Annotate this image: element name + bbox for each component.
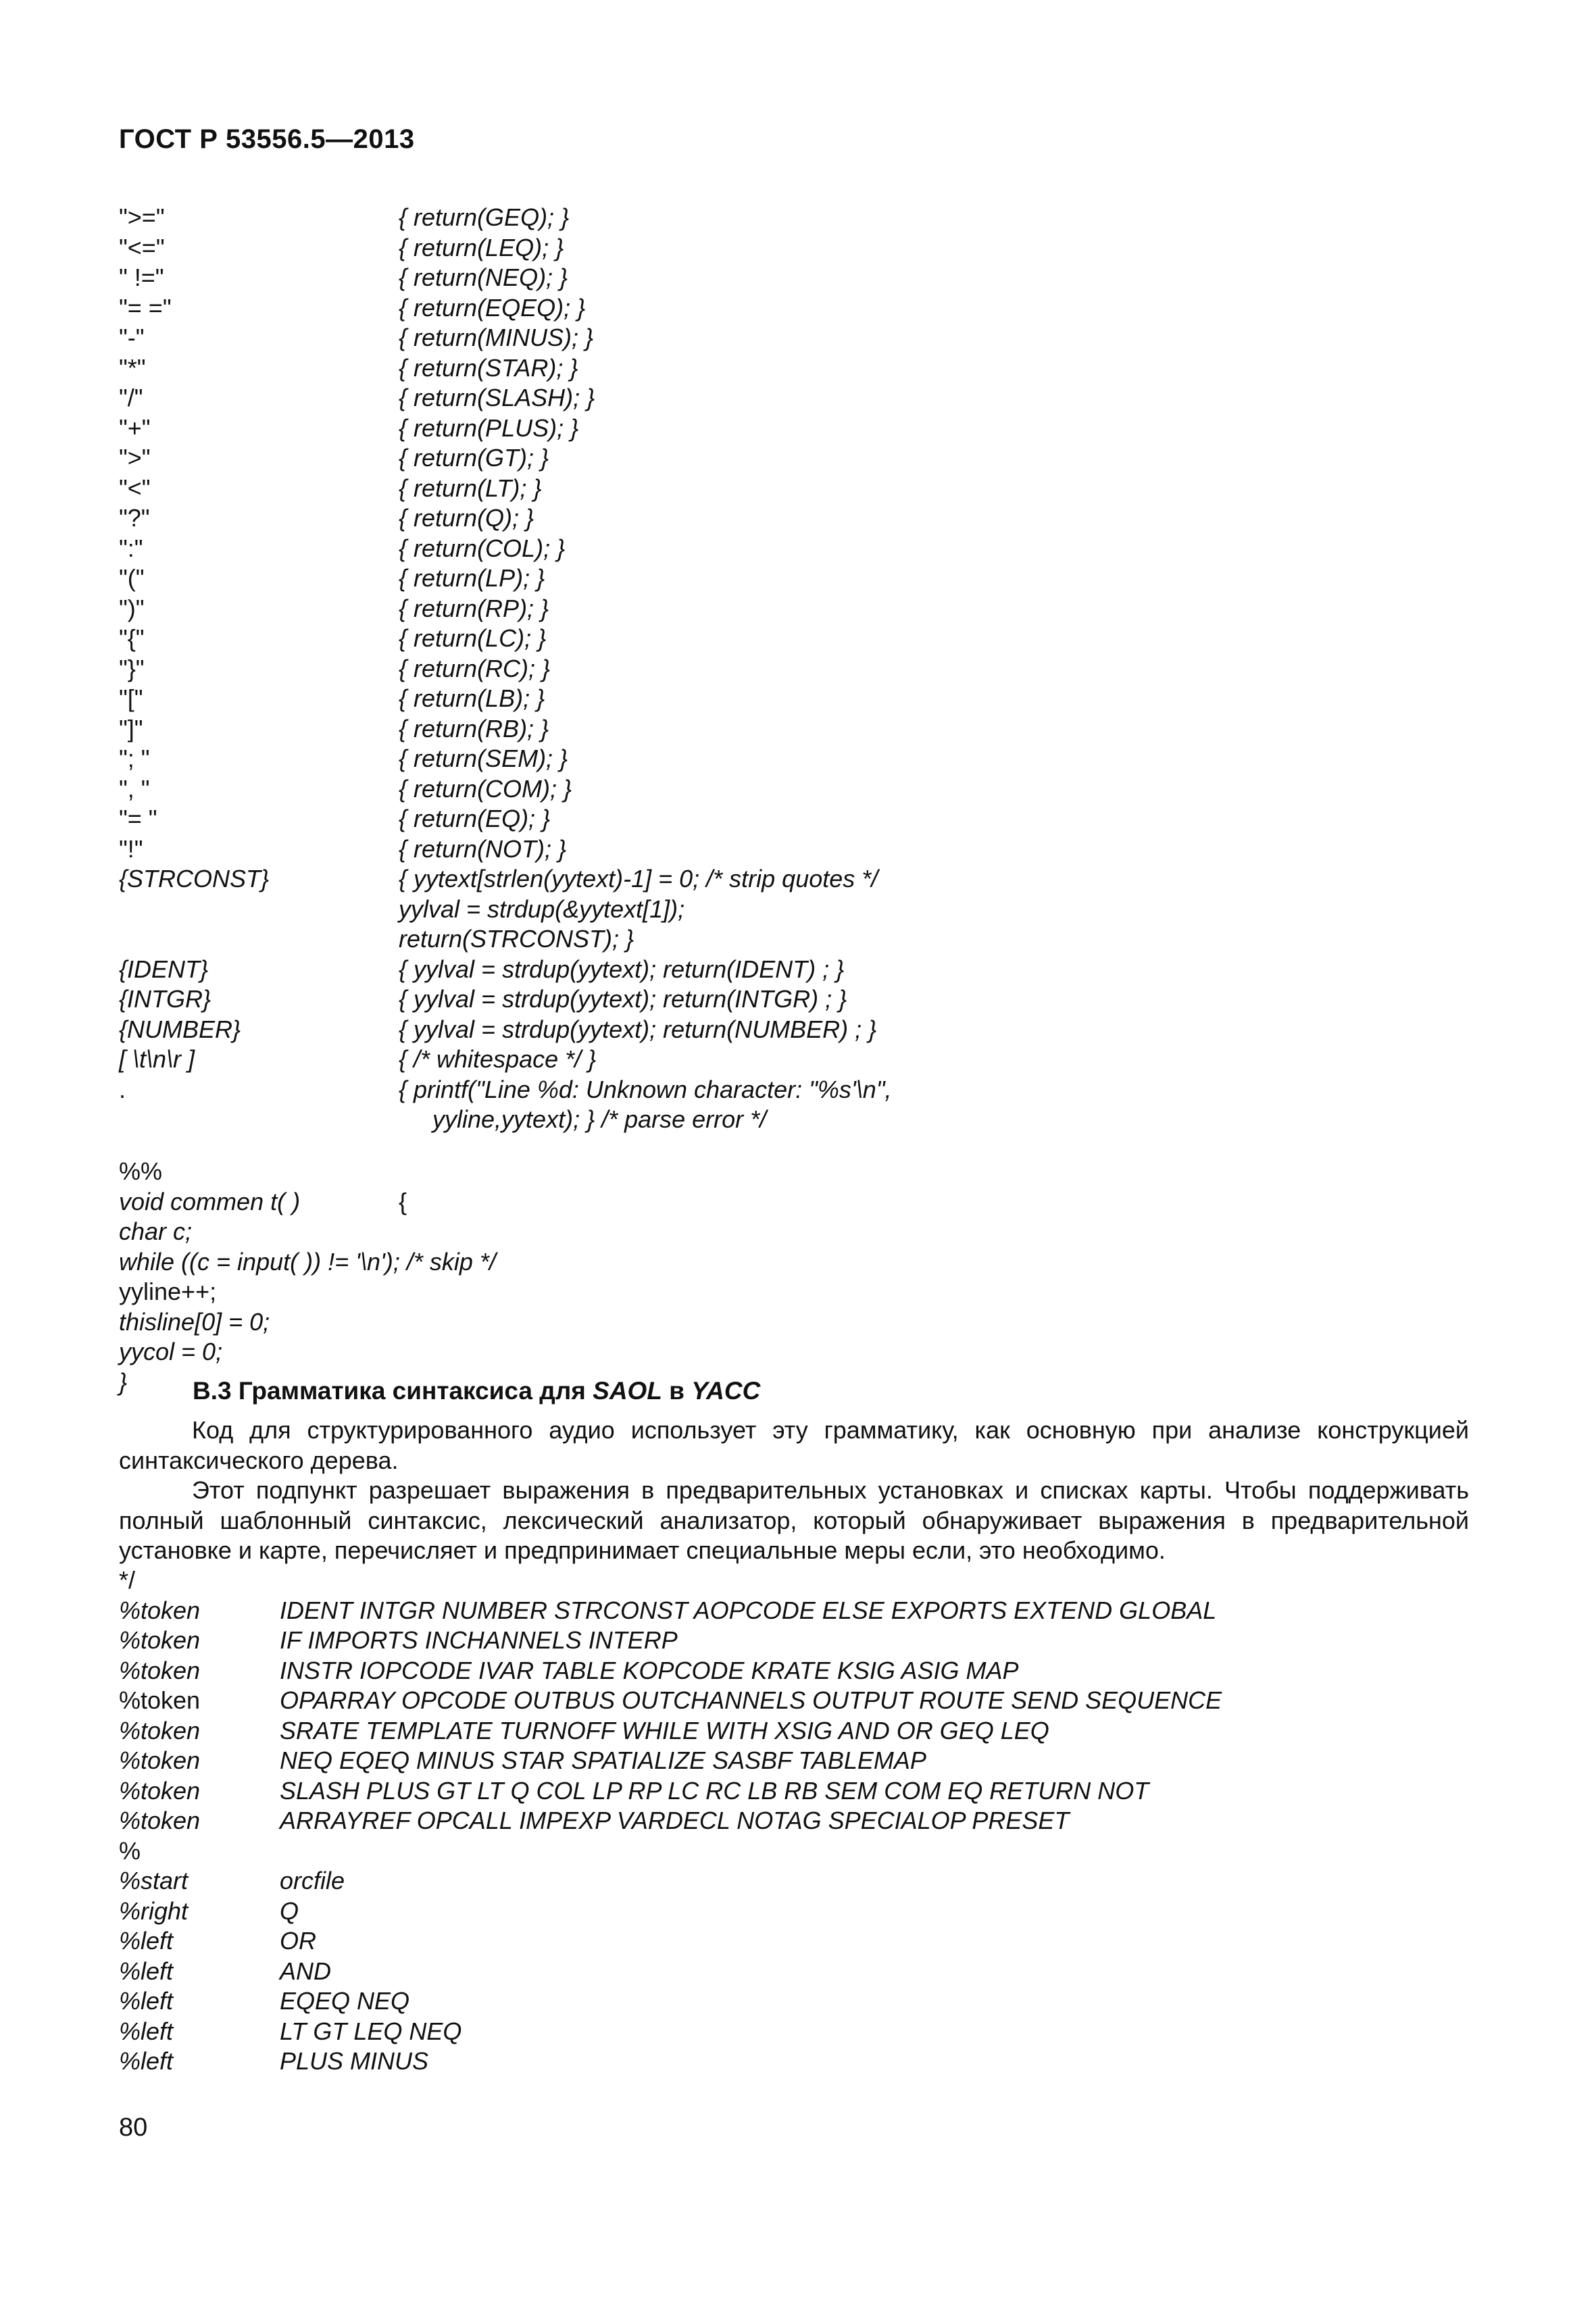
lex-pattern: {IDENT}	[119, 955, 209, 983]
yacc-value: EQEQ NEQ	[280, 1987, 410, 2015]
lex-rule-row	[119, 534, 892, 564]
lex-rules-listing	[119, 203, 892, 1135]
lex-action: { return(NOT); }	[399, 834, 567, 863]
yacc-directive: %token	[119, 1746, 201, 1774]
code-line: yyline++;	[119, 1278, 217, 1305]
lex-pattern: {STRCONST}	[119, 865, 270, 892]
lex-action: { return(NEQ); }	[399, 263, 568, 291]
lex-action: { return(SLASH); }	[399, 384, 595, 411]
lex-pattern: "]"	[119, 714, 143, 743]
lex-rule-row	[119, 955, 892, 985]
code-line	[119, 1187, 496, 1217]
lex-rule-row	[119, 503, 892, 534]
lex-pattern	[119, 924, 399, 955]
lex-pattern: ">"	[119, 444, 151, 472]
lex-rule-row	[119, 323, 892, 353]
yacc-declaration-row	[119, 1806, 1222, 1836]
lex-rule-row	[119, 624, 892, 654]
lex-rule-row	[119, 1075, 892, 1105]
lex-pattern: ">="	[119, 203, 165, 231]
lex-rule-row	[119, 203, 892, 233]
yacc-directive: %token	[119, 1626, 201, 1654]
yacc-directive: %left	[119, 1927, 174, 1955]
heading-yacc: YACC	[691, 1377, 761, 1405]
lex-action: { return(GT); }	[399, 444, 549, 472]
yacc-directive: */	[119, 1566, 136, 1594]
yacc-declaration-row	[119, 1776, 1222, 1807]
lex-rule-row	[119, 1045, 892, 1075]
yacc-declaration-row	[119, 2017, 1222, 2047]
lex-rule-row	[119, 654, 892, 684]
yacc-directive: %token	[119, 1596, 201, 1624]
yacc-declaration-row	[119, 1866, 1222, 1896]
lex-pattern: "+"	[119, 413, 151, 442]
yacc-declaration-row	[119, 1926, 1222, 1957]
yacc-declaration-row	[119, 1896, 1222, 1927]
lex-pattern: {NUMBER}	[119, 1015, 241, 1043]
lex-action: { yylval = strdup(yytext); return(IDENT) ; }	[399, 955, 845, 983]
yacc-declaration-row	[119, 1626, 1222, 1656]
lex-action: { /* whitespace */ }	[399, 1045, 597, 1073]
lex-rule-row	[119, 474, 892, 504]
yacc-directive: %start	[119, 1867, 189, 1894]
lex-pattern: "["	[119, 684, 143, 712]
yacc-declaration-row	[119, 1836, 1222, 1867]
lex-action: { return(LEQ); }	[399, 233, 564, 261]
lex-rule-row	[119, 744, 892, 774]
code-line: }	[119, 1367, 128, 1396]
yacc-directive: %left	[119, 1957, 174, 1985]
lex-rule-row	[119, 293, 892, 324]
yacc-declaration-row	[119, 1656, 1222, 1686]
lex-pattern	[119, 1105, 399, 1135]
yacc-declaration-row	[119, 1716, 1222, 1746]
code-line: while ((c = input( )) != '\n'); /* skip */	[119, 1247, 496, 1276]
yacc-value: OPARRAY OPCODE OUTBUS OUTCHANNELS OUTPUT ROUTE SEND SEQUENCE	[280, 1686, 1222, 1714]
lex-action: { return(RC); }	[399, 654, 551, 682]
yacc-directive: %token	[119, 1776, 201, 1805]
yacc-declaration-row	[119, 1746, 1222, 1776]
yacc-value: Q	[280, 1896, 299, 1925]
yacc-value: ARRAYREF OPCALL IMPEXP VARDECL NOTAG SPECIALOP PRESET	[280, 1807, 1070, 1834]
lex-pattern: "*"	[119, 353, 146, 382]
code-line: yycol = 0;	[119, 1338, 223, 1365]
lex-pattern: "}"	[119, 654, 145, 682]
lex-rule-row	[119, 684, 892, 714]
lex-rule-row	[119, 804, 892, 834]
lex-pattern	[119, 895, 399, 925]
yacc-directive: %token	[119, 1807, 201, 1834]
lex-action: { printf("Line %d: Unknown character: "%s'\n",	[399, 1075, 892, 1103]
yacc-value: PLUS MINUS	[280, 2047, 429, 2075]
yacc-value: SLASH PLUS GT LT Q COL LP RP LC RC LB RB SEM COM EQ RETURN NOT	[280, 1776, 1149, 1805]
yacc-value: orcfile	[280, 1867, 345, 1894]
lex-pattern: "{"	[119, 624, 145, 652]
lex-action: { return(SEM); }	[399, 745, 568, 772]
lex-action: { return(EQEQ); }	[399, 293, 586, 322]
lex-action: yylval = strdup(&yytext[1]);	[399, 895, 685, 923]
lex-action: return(STRCONST); }	[399, 925, 634, 953]
lex-action: { return(GEQ); }	[399, 203, 570, 231]
yacc-declaration-row	[119, 1686, 1222, 1716]
yacc-value: NEQ EQEQ MINUS STAR SPATIALIZE SASBF TABLEMAP	[280, 1746, 926, 1774]
function-declaration: void commen t( )	[119, 1187, 301, 1215]
lex-pattern: "-"	[119, 324, 145, 351]
lex-rule-row	[119, 1015, 892, 1045]
yacc-value: OR	[280, 1927, 316, 1955]
lex-action: { return(LC); }	[399, 624, 547, 652]
lex-pattern: " !="	[119, 263, 164, 291]
lex-pattern: ":"	[119, 534, 143, 562]
heading-prefix: В.3 Грамматика синтаксиса для	[193, 1377, 593, 1405]
lex-pattern: "("	[119, 564, 145, 592]
lex-pattern: ")"	[119, 594, 145, 622]
lex-pattern: "= "	[119, 805, 157, 832]
paragraph-2: Этот подпункт разрешает выражения в предварительных установках и списках карты. Чтобы поддерживать полный шаблонный синтаксис, лексический анализатор, который обнаруживает выражения в предварительной установке и карте, перечисляет и предпринимает специальные меры если, это необходимо.	[119, 1476, 1469, 1564]
yacc-directive: %token	[119, 1656, 201, 1684]
comment-function-listing	[119, 1157, 496, 1397]
lex-action: { return(RB); }	[399, 714, 549, 743]
yacc-directive: %left	[119, 2047, 174, 2075]
lex-action: { return(EQ); }	[399, 805, 551, 832]
lex-pattern: "?"	[119, 504, 150, 532]
yacc-value: IDENT INTGR NUMBER STRCONST AOPCODE ELSE EXPORTS EXTEND GLOBAL	[280, 1596, 1217, 1624]
lex-rule-row	[119, 834, 892, 865]
lex-rule-row	[119, 563, 892, 594]
lex-action: { return(RP); }	[399, 594, 549, 622]
yacc-declarations	[119, 1565, 1222, 2077]
lex-pattern: "/"	[119, 384, 143, 411]
lex-action: { return(LT); }	[399, 474, 542, 502]
lex-action: { yylval = strdup(yytext); return(INTGR) ; }	[399, 985, 847, 1013]
yacc-directive: %left	[119, 2017, 174, 2045]
yacc-value: INSTR IOPCODE IVAR TABLE KOPCODE KRATE KSIG ASIG MAP	[280, 1656, 1019, 1684]
yacc-declaration-row	[119, 1565, 1222, 1596]
yacc-value: LT GT LEQ NEQ	[280, 2017, 462, 2045]
lex-rule-row	[119, 1105, 892, 1135]
lex-action: { yytext[strlen(yytext)-1] = 0; /* strip quotes */	[399, 865, 878, 892]
section-heading	[193, 1377, 760, 1405]
yacc-declaration-row	[119, 1596, 1222, 1626]
yacc-value: SRATE TEMPLATE TURNOFF WHILE WITH XSIG AND OR GEQ LEQ	[280, 1716, 1049, 1744]
page-number: 80	[119, 2113, 148, 2142]
yacc-directive: %token	[119, 1686, 201, 1714]
lex-action: { return(COM); }	[399, 774, 572, 803]
heading-mid: в	[662, 1377, 692, 1405]
lex-action: { return(STAR); }	[399, 353, 578, 382]
yacc-directive: %	[119, 1836, 141, 1865]
lex-rule-row	[119, 233, 892, 263]
lex-action: { yylval = strdup(yytext); return(NUMBER) ; }	[399, 1015, 877, 1043]
lex-rule-row	[119, 864, 892, 895]
yacc-value: IF IMPORTS INCHANNELS INTERP	[280, 1626, 678, 1654]
lex-rule-row	[119, 984, 892, 1015]
paragraph-1: Код для структурированного аудио использует эту грамматику, как основную при анализе конструкцией синтаксического дерева.	[119, 1416, 1469, 1474]
code-line: thisline[0] = 0;	[119, 1307, 270, 1336]
yacc-directive: %left	[119, 1987, 174, 2015]
lex-action: { return(LB); }	[399, 684, 545, 712]
lex-pattern: "; "	[119, 745, 150, 772]
lex-action: { return(MINUS); }	[399, 324, 594, 351]
open-brace: {	[399, 1187, 407, 1215]
yacc-declaration-row	[119, 1957, 1222, 1987]
lex-pattern: {INTGR}	[119, 985, 211, 1013]
lex-pattern: "= ="	[119, 293, 172, 322]
lex-rule-row	[119, 774, 892, 805]
lex-rule-row	[119, 895, 892, 925]
lex-rule-row	[119, 594, 892, 624]
lex-action: { return(PLUS); }	[399, 413, 579, 442]
yacc-declaration-row	[119, 1986, 1222, 2017]
lex-pattern: "<"	[119, 474, 151, 502]
lex-rule-row	[119, 413, 892, 444]
lex-pattern: ", "	[119, 774, 150, 803]
code-line: char c;	[119, 1217, 193, 1245]
lex-rule-row	[119, 263, 892, 293]
lex-pattern: [ \t\n\r ]	[119, 1045, 195, 1073]
lex-pattern: .	[119, 1075, 126, 1103]
lex-pattern: "!"	[119, 834, 143, 863]
yacc-directive: %right	[119, 1896, 189, 1925]
lex-action: { return(Q); }	[399, 504, 534, 532]
yacc-value: AND	[280, 1957, 332, 1985]
lex-rule-row	[119, 353, 892, 384]
lex-rule-row	[119, 383, 892, 413]
lex-action: { return(LP); }	[399, 564, 545, 592]
lex-rule-row	[119, 924, 892, 955]
lex-action: yyline,yytext); } /* parse error */	[399, 1105, 767, 1133]
yacc-declaration-row	[119, 2046, 1222, 2077]
lex-action: { return(COL); }	[399, 534, 566, 562]
lex-rule-row	[119, 443, 892, 474]
document-header: ГОСТ Р 53556.5—2013	[119, 124, 415, 154]
code-line: %%	[119, 1157, 163, 1185]
yacc-directive: %token	[119, 1716, 201, 1744]
heading-saol: SAOL	[593, 1377, 662, 1405]
lex-pattern: "<="	[119, 233, 165, 261]
lex-rule-row	[119, 714, 892, 745]
